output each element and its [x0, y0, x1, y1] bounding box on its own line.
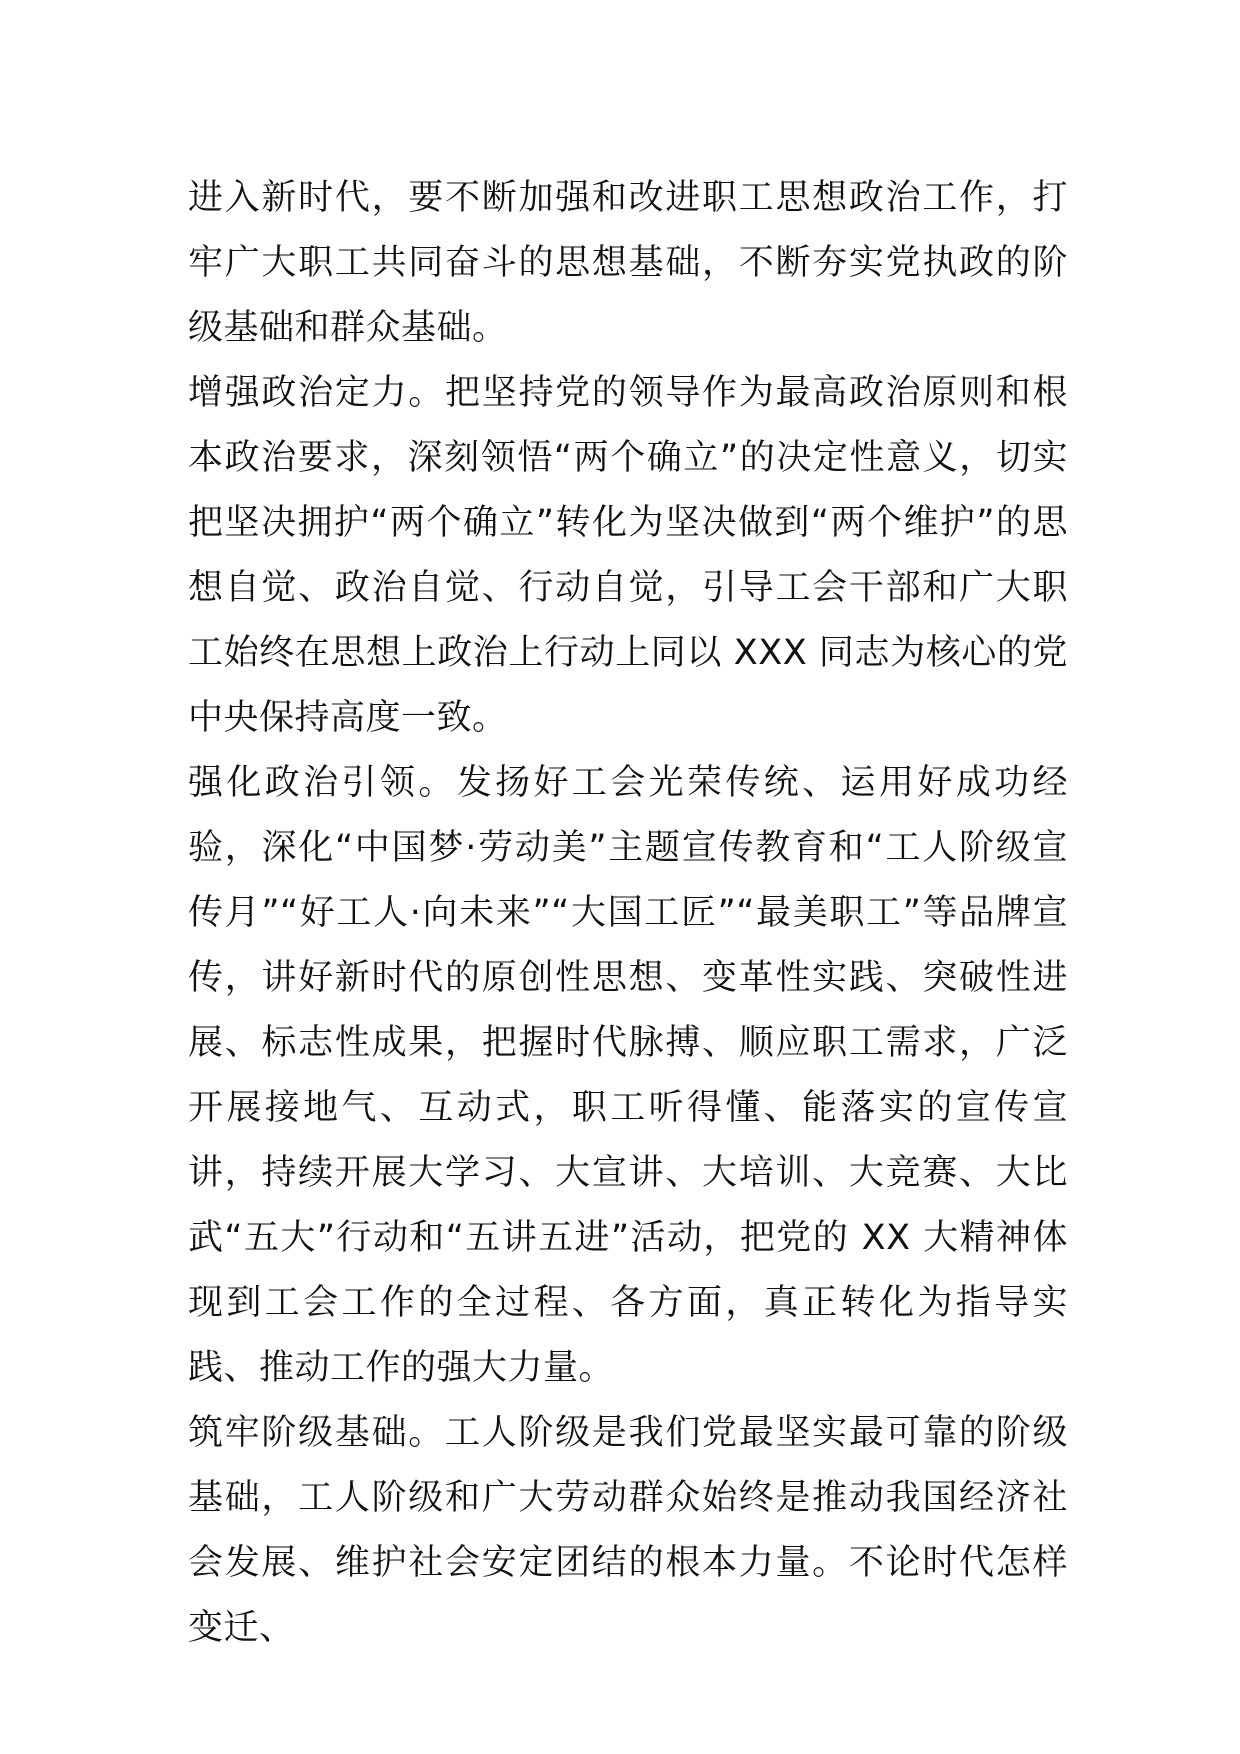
paragraph-class-foundation: 筑牢阶级基础。工人阶级是我们党最坚实最可靠的阶级基础，工人阶级和广大劳动群众始终是推动我国经济社会发展、维护社会安定团结的根本力量。不论时代怎样变迁、	[188, 1413, 1068, 1648]
paragraph-political-guidance: 强化政治引领。发扬好工会光荣传统、运用好成功经验，深化“中国梦·劳动美”主题宣传教育和“工人阶级宣传月”“好工人·向未来”“大国工匠”“最美职工”等品牌宣传，讲好新时代的原创性思想、变革性实践、突破性进展、标志性成果，把握时代脉搏、顺应职工需求，广泛开展接地气、互动式，职工听得懂、能落实的宣传宣讲，持续开展大学习、大宣讲、大培训、大竞赛、大比武“五大”行动和“五讲五进”活动，把党的 XX 大精神体现到工会工作的全过程、各方面，真正转化为指导实践、推动工作的强大力量。	[188, 763, 1068, 1388]
paragraph-political-resolve: 增强政治定力。把坚持党的领导作为最高政治原则和根本政治要求，深刻领悟“两个确立”的决定性意义，切实把坚决拥护“两个确立”转化为坚决做到“两个维护”的思想自觉、政治自觉、行动自觉，引导工会干部和广大职工始终在思想上政治上行动上同以 XXX 同志为核心的党中央保持高度一致。	[188, 373, 1068, 738]
paragraph-intro: 进入新时代，要不断加强和改进职工思想政治工作，打牢广大职工共同奋斗的思想基础，不断夯实党执政的阶级基础和群众基础。	[188, 178, 1068, 348]
document-body	[188, 166, 1068, 1661]
